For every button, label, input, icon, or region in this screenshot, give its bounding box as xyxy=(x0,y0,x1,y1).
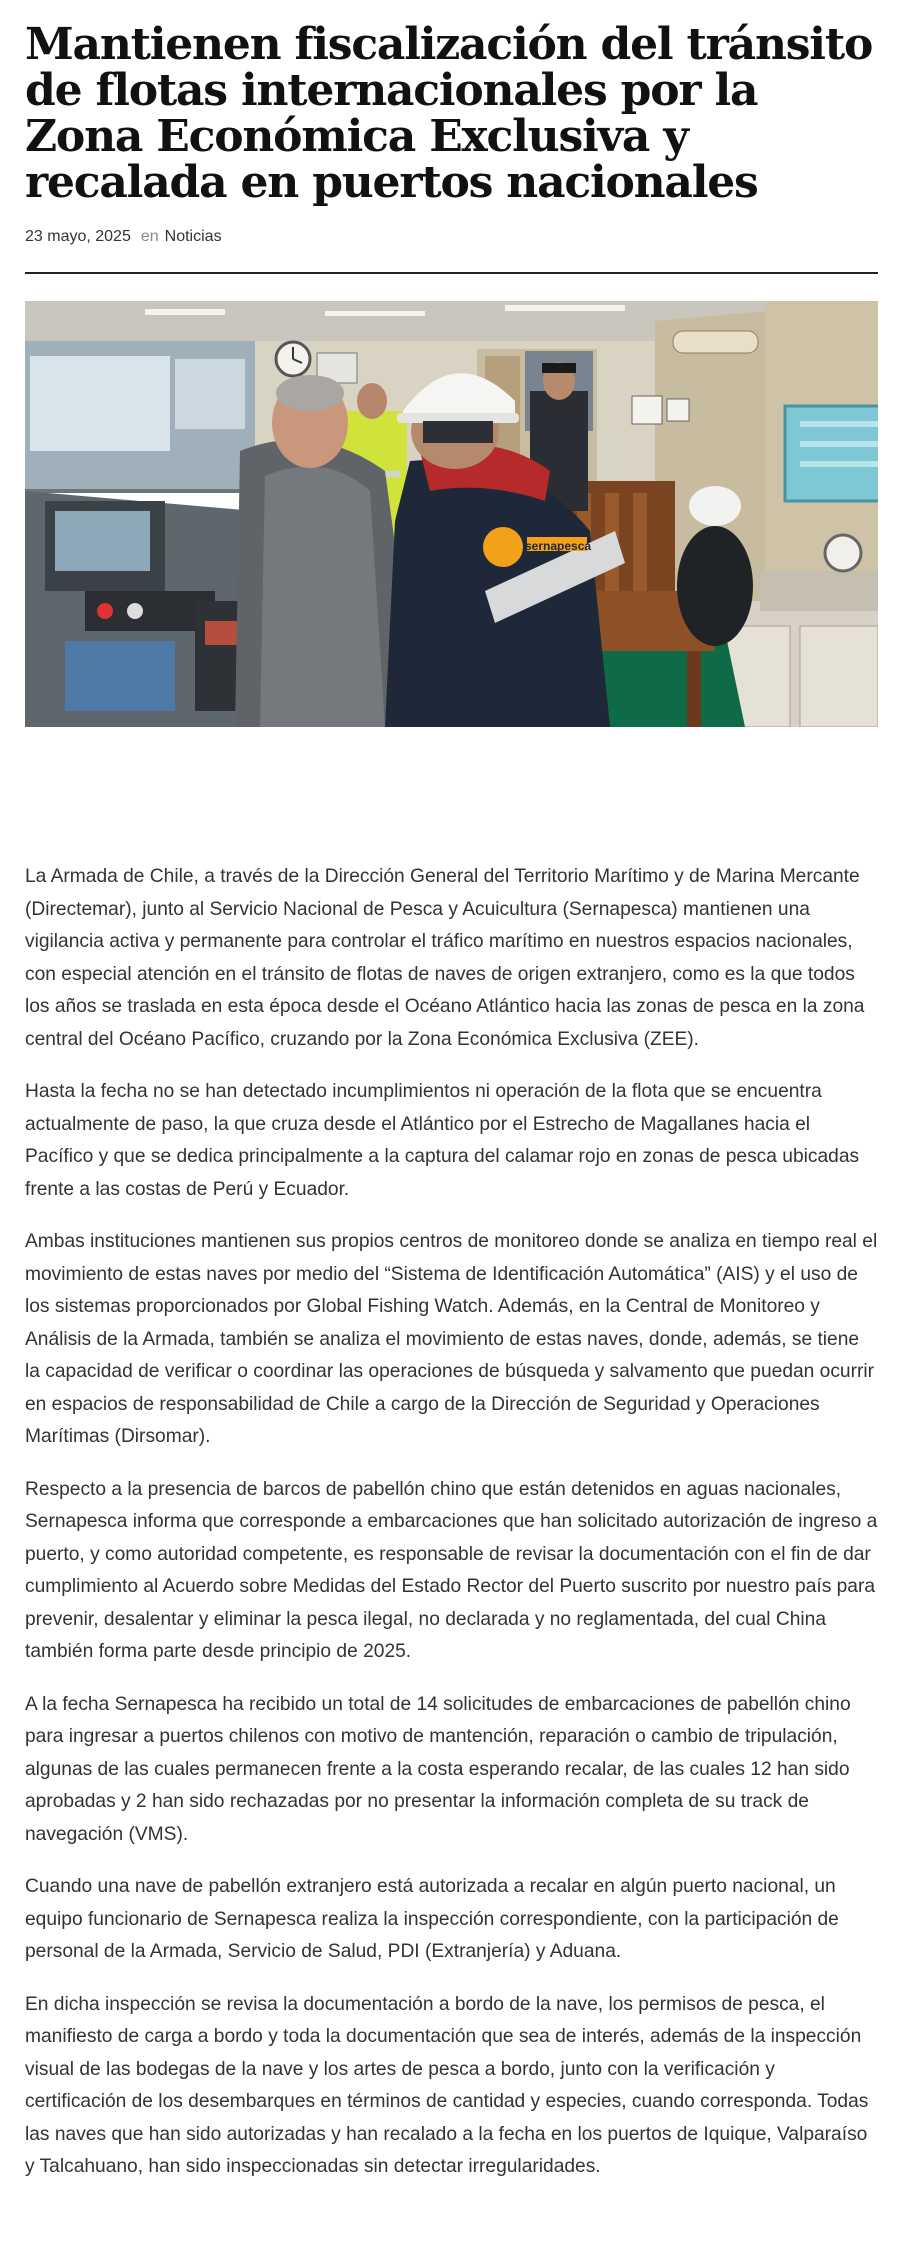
publish-date: 23 mayo, 2025 xyxy=(25,228,131,245)
photo-logo-text: sernapesca xyxy=(525,539,592,553)
category-link[interactable]: Noticias xyxy=(164,228,222,245)
paragraph: Ambas instituciones mantienen sus propios centros de monitoreo donde se analiza en tiempo real el movimiento de estas naves por medio del “Sistema de Identificación Automática” (AIS) y el uso de los sistemas proporcionados por Global Fishing Watch. Además, en la Central de Monitoreo y Análisis de la Armada, también se analiza el movimiento de estas naves, donde, además, se tiene la capacidad de verificar o coordinar las operaciones de búsqueda y salvamento que puedan ocurrir en espacios de responsabilidad de Chile a cargo de la Dirección de Seguridad y Operaciones Marítimas (Dirsomar). xyxy=(25,1231,878,1447)
paragraph: En dicha inspección se revisa la documentación a bordo de la nave, los permisos de pesca, el manifiesto de carga a bordo y toda la documentación que sea de interés, además de la inspección visual de las bodegas de la nave y los artes de pesca a bordo, junto con la verificación y certificación de los desembarques en términos de cantidad y especies, cuando corresponda. Todas las naves que han sido autorizadas y han recalado a la fecha en los puertos de Iquique, Valparaíso y Talcahuano, han sido inspeccionadas sin detectar irregularidades. xyxy=(25,1993,869,2177)
article-title: Mantienen fiscalización del tránsito de flotas internacionales por la Zona Económica Exclusiva y recalada en puertos nacionales xyxy=(25,19,873,208)
article-body xyxy=(25,861,878,2184)
category-prefix: en xyxy=(140,228,159,245)
paragraph: Hasta la fecha no se han detectado incumplimientos ni operación de la flota que se encuentra actualmente de paso, la que cruza desde el Atlántico por el Estrecho de Magallanes hacia el Pacífico y que se dedica principalmente a la captura del calamar rojo en zonas de pesca ubicadas frente a las costas de Perú y Ecuador. xyxy=(25,1081,860,1200)
article-meta xyxy=(25,228,878,248)
news-article xyxy=(25,0,878,2204)
paragraph: Cuando una nave de pabellón extranjero está autorizada a recalar en algún puerto nacional, un equipo funcionario de Sernapesca realiza la inspección correspondiente, con la participación de personal de la Armada, Servicio de Salud, PDI (Extranjería) y Aduana. xyxy=(25,1876,839,1962)
paragraph: Respecto a la presencia de barcos de pabellón chino que están detenidos en aguas nacionales, Sernapesca informa que corresponde a embarcaciones que han solicitado autorización de ingreso a puerto, y como autoridad competente, es responsable de revisar la documentación con el fin de dar cumplimiento al Acuerdo sobre Medidas del Estado Rector del Puerto suscrito por nuestro país para prevenir, desalentar y eliminar la pesca ilegal, no declarada y no reglamentada, del cual China también forma parte desde principio de 2025. xyxy=(25,1478,878,1662)
paragraph: La Armada de Chile, a través de la Dirección General del Territorio Marítimo y de Marina Mercante (Directemar), junto al Servicio Nacional de Pesca y Acuicultura (Sernapesca) mantienen una vigilancia activa y permanente para controlar el tráfico marítimo en nuestros espacios nacionales, con especial atención en el tránsito de flotas de naves de origen extranjero, como es la que todos los años se traslada en esta época desde el Océano Atlántico hacia las zonas de pesca en la zona central del Océano Pacífico, cruzando por la Zona Económica Exclusiva (ZEE). xyxy=(25,866,865,1050)
paragraph: A la fecha Sernapesca ha recibido un total de 14 solicitudes de embarcaciones de pabellón chino para ingresar a puertos chilenos con motivo de mantención, reparación o cambio de tripulación, algunas de las cuales permanecen frente a la costa esperando recalar, de las cuales 12 han sido aprobadas y 2 han sido rechazadas por no presentar la información completa de su track de navegación (VMS). xyxy=(25,1693,851,1845)
article-photo xyxy=(25,301,878,727)
title-divider xyxy=(25,272,878,274)
